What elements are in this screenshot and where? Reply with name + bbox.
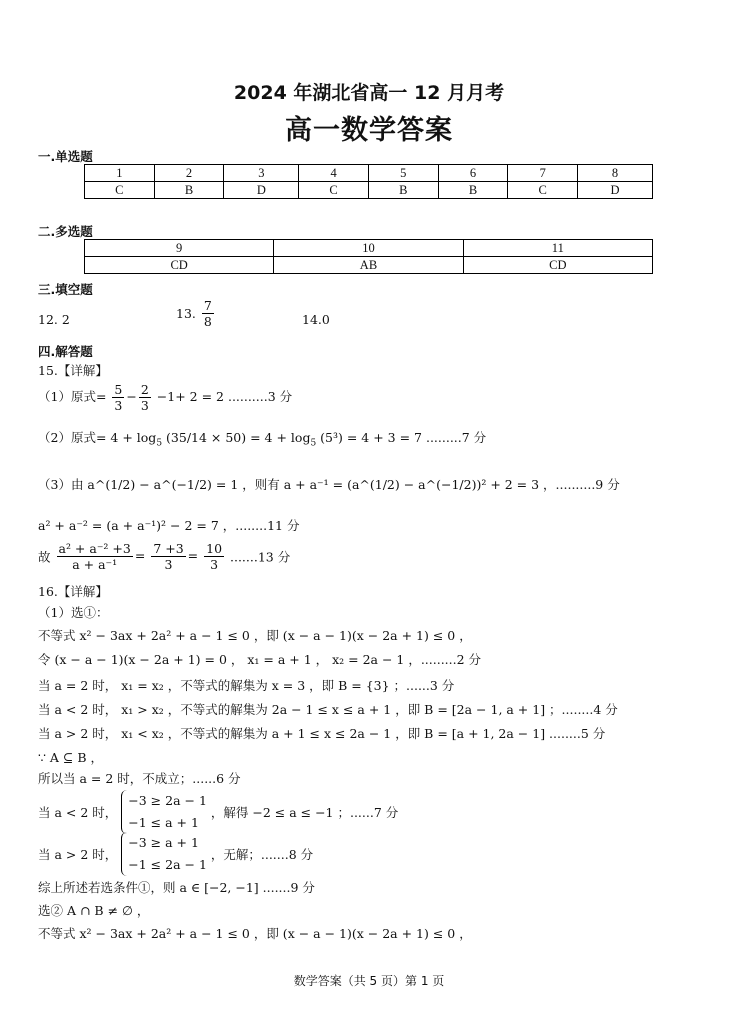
q16-line9-head: 当 a < 2 时， [38, 805, 118, 820]
q16-line1: （1）选①： [38, 605, 109, 620]
multi-choice-answer-2: AB [274, 257, 463, 274]
multi-choice-answer-1: CD [85, 257, 274, 274]
single-choice-answer-7: C [508, 182, 578, 199]
q15-part2-tail: (5³) = 4 + 3 = 7 .........7 分 [320, 430, 487, 445]
multi-choice-number-1: 9 [85, 240, 274, 257]
q16-label: 16.【详解】 [38, 584, 108, 599]
single-choice-number-4: 4 [299, 165, 369, 182]
q15-part5-head: 故 [38, 549, 51, 565]
single-choice-number-7: 7 [508, 165, 578, 182]
single-choice-answer-5: B [368, 182, 438, 199]
single-choice-answer-6: B [438, 182, 508, 199]
section-fill-blank: 三.填空题 [38, 282, 93, 297]
single-choice-answer-2: B [154, 182, 224, 199]
q16-line7: ∵ A ⊆ B ， [38, 750, 104, 765]
answer-13-denominator: 8 [203, 314, 212, 329]
single-choice-number-1: 1 [85, 165, 155, 182]
multi-choice-table [84, 239, 653, 274]
single-choice-number-8: 8 [578, 165, 653, 182]
answer-title: 高一数学答案 [285, 115, 453, 146]
answer-14: 14.0 [302, 312, 330, 327]
single-choice-answer-1: C [85, 182, 155, 199]
q16-line5: 当 a < 2 时， x₁ > x₂ ，不等式的解集为 2a − 1 ≤ x ≤ a + 1 ，即 B = [2a − 1, a + 1] ；........4 分 [38, 702, 618, 717]
single-choice-number-6: 6 [438, 165, 508, 182]
q15-part5-tail: .......13 分 [230, 549, 291, 565]
q15-part2: （2）原式= $4 + \log_5 (35/14 \times 50) = 4 + \log_5 (5^3) = 4 + 3 = 7$ .........7 分 [38, 430, 487, 449]
q16-system1 [121, 790, 207, 834]
single-choice-number-5: 5 [368, 165, 438, 182]
multi-choice-answer-3: CD [463, 257, 652, 274]
single-choice-number-3: 3 [224, 165, 299, 182]
frac1-den: a + a⁻¹ [72, 557, 118, 572]
frac1-num: a² + a⁻² +3 [58, 541, 131, 556]
q15-label: 15.【详解】 [38, 363, 108, 378]
exam-title: 2024 年湖北省高一 12 月月考 [233, 82, 505, 104]
frac3-num: 10 [206, 541, 223, 556]
single-choice-table [84, 164, 653, 199]
q16-line12: 选② A ∩ B ≠ ∅ ， [38, 903, 150, 918]
q15-part3: （3）由 a^(1/2) − a^(−1/2) = 1 ，则有 a + a⁻¹ = (a^(1/2) − a^(−1/2))² + 2 = 3 ，..........9 分 [38, 477, 620, 492]
single-choice-answer-4: C [299, 182, 369, 199]
single-choice-answer-8: D [578, 182, 653, 199]
frac3-den: 3 [210, 557, 219, 572]
answer-13 [176, 298, 216, 329]
frac2-den: 3 [164, 557, 173, 572]
q16-line13: 不等式 x² − 3ax + 2a² + a − 1 ≤ 0 ，即 (x − a − 1)(x − 2a + 1) ≤ 0 ， [38, 926, 472, 941]
q16-line4: 当 a = 2 时， x₁ = x₂ ，不等式的解集为 x = 3 ，即 B = {3} ；......3 分 [38, 678, 455, 693]
q15-part5: 故 $\frac{\text{a² + a⁻² +3}}{\text{a + a⁻¹}}$ = $\frac{7 +3}{3}$ = $\frac{10}{3}$ .......13 分 [38, 541, 291, 572]
section-single-choice: 一.单选题 [38, 149, 93, 164]
q16-line8: 所以当 a = 2 时，不成立；......6 分 [38, 771, 241, 786]
frac2-num: 7 +3 [153, 541, 184, 556]
page-footer: 数学答案（共 5 页）第 1 页 [293, 974, 445, 988]
answer-12: 12. 2 [38, 312, 70, 327]
system1-row2: −1 ≤ a + 1 [128, 815, 199, 830]
single-choice-answer-3: D [224, 182, 299, 199]
system2-row1: −3 ≥ a + 1 [128, 835, 199, 850]
q15-part1: （1）原式= $\frac{5}{3}$ − $\frac{2}{3}$ −1+ 2 = 2 ..........3 分 [38, 382, 293, 413]
section-multi-choice: 二.多选题 [38, 224, 93, 239]
q16-line2: 不等式 x² − 3ax + 2a² + a − 1 ≤ 0 ，即 (x − a − 1)(x − 2a + 1) ≤ 0 ， [38, 628, 472, 643]
q15-part1-head: （1）原式= [38, 389, 107, 404]
answer-13-numerator: 7 [203, 298, 212, 313]
answer-13-label: 13. [176, 306, 196, 321]
q15-part2-mid: (35/14 × 50) = 4 + log [166, 430, 311, 445]
system2-row2: −1 ≤ 2a − 1 [128, 857, 207, 872]
multi-choice-number-3: 11 [463, 240, 652, 257]
q15-part4: a² + a⁻² = (a + a⁻¹)² − 2 = 7 ，........11 分 [38, 518, 300, 533]
system1-row1: −3 ≥ 2a − 1 [128, 793, 207, 808]
q16-line10-head: 当 a > 2 时， [38, 847, 118, 862]
q16-line9 [38, 790, 398, 834]
q16-line11: 综上所述若选条件①，则 a ∈ [−2, −1] .......9 分 [38, 880, 315, 895]
q16-line6: 当 a > 2 时， x₁ < x₂ ，不等式的解集为 a + 1 ≤ x ≤ 2a − 1 ，即 B = [a + 1, 2a − 1] ........5 分 [38, 726, 606, 741]
q16-line10 [38, 832, 313, 876]
q16-line9-tail: ，解得 −2 ≤ a ≤ −1 ；......7 分 [210, 805, 399, 820]
q15-part1-tail: −1+ 2 = 2 ..........3 分 [156, 389, 293, 404]
q16-system2 [121, 832, 207, 876]
q16-line3: 令 (x − a − 1)(x − 2a + 1) = 0 ， x₁ = a + 1 ， x₂ = 2a − 1 ，.........2 分 [38, 652, 482, 667]
single-choice-number-2: 2 [154, 165, 224, 182]
q15-part2-head: （2）原式= 4 + log [38, 430, 157, 445]
section-solutions: 四.解答题 [38, 344, 93, 359]
q16-line10-tail: ，无解；.......8 分 [210, 847, 314, 862]
multi-choice-number-2: 10 [274, 240, 463, 257]
